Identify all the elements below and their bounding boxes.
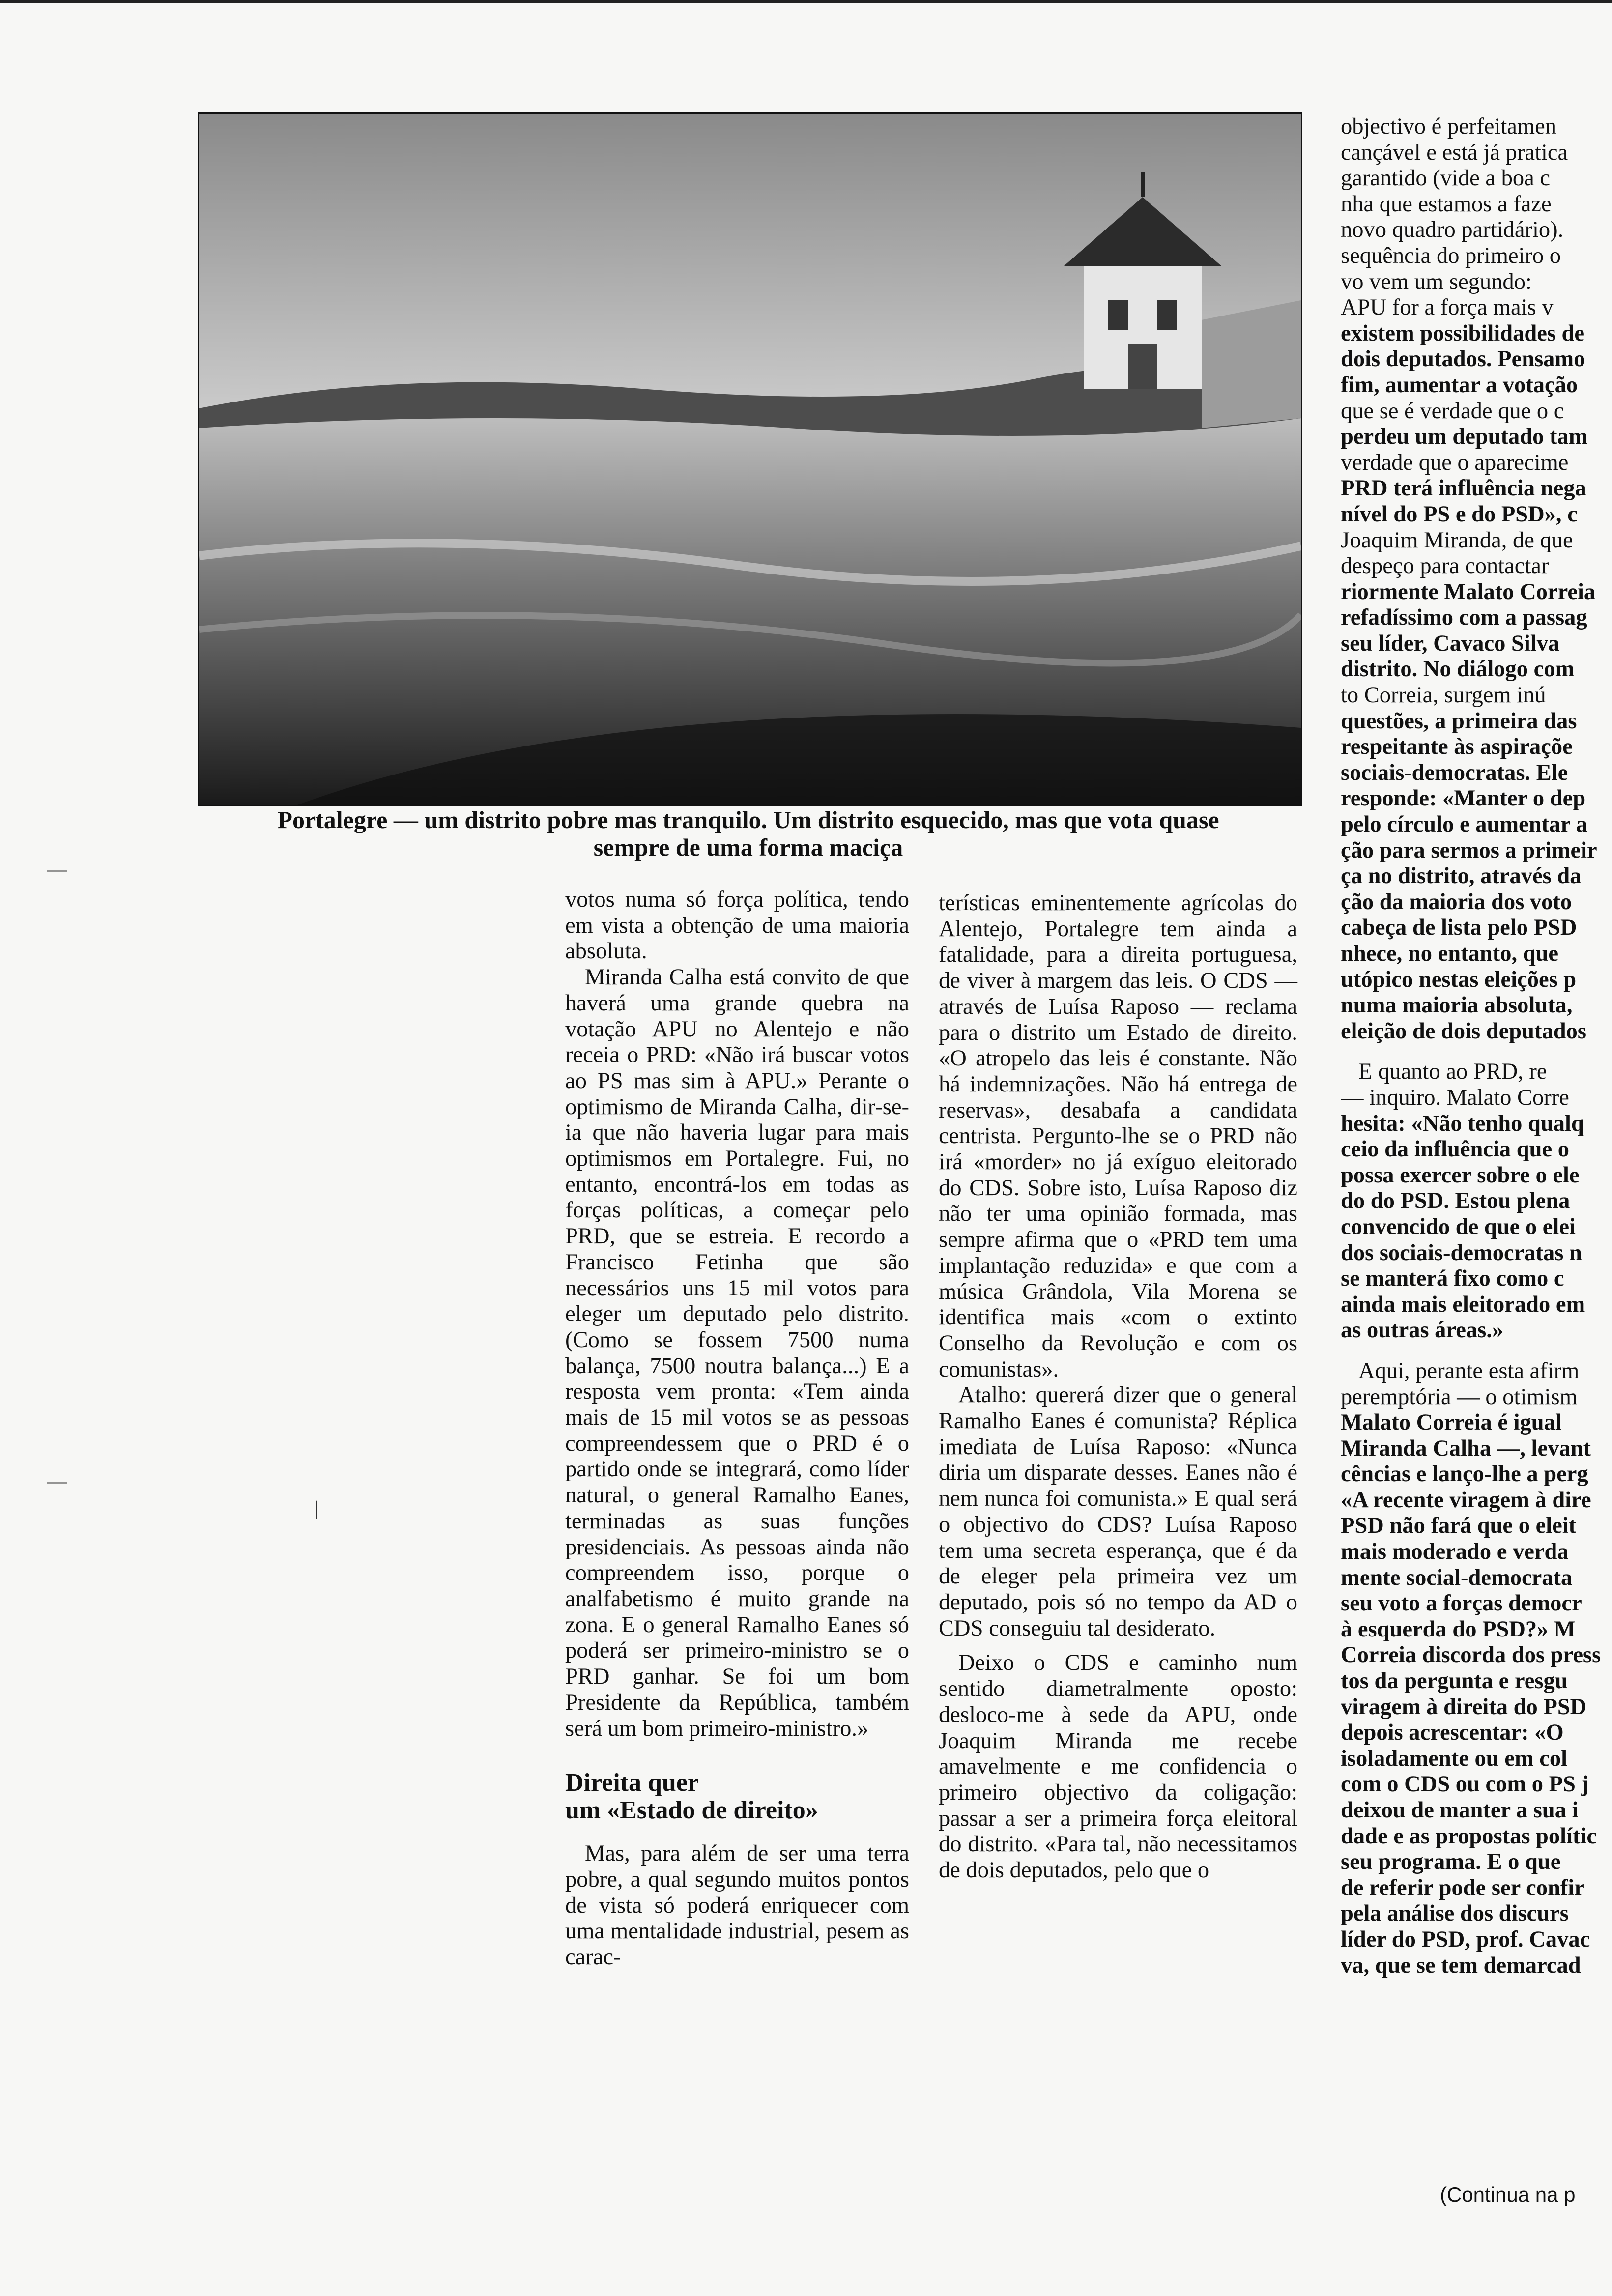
column-3-line: — inquiro. Malato Corre: [1341, 1085, 1569, 1110]
column-3-line: mais moderado e verda: [1341, 1539, 1569, 1565]
column-3-line: tos da pergunta e resgu: [1341, 1668, 1568, 1694]
scan-mark: —: [47, 858, 67, 880]
article-column-2: [939, 890, 1297, 1884]
column-3-line: Joaquim Miranda, de que: [1341, 527, 1573, 553]
paragraph: Atalho: quererá dizer que o general Ramalho Eanes é comunista? Réplica imediata de Luísa Raposo: «Nunca diria um disparate desses. Eanes não é nem nunca foi comunista.» E qual será o objectivo do CDS? Luísa Raposo tem uma secreta esperança, que é da de eleger pela primeira vez um deputado, pois só no tempo da AD o CDS conseguiu tal desiderato.: [939, 1382, 1297, 1641]
column-3-line: E quanto ao PRD, re: [1358, 1059, 1547, 1085]
column-3-line: ceio da influência que o: [1341, 1137, 1570, 1162]
column-3-line: as outras áreas.»: [1341, 1318, 1504, 1343]
column-3-line: se manterá fixo como c: [1341, 1266, 1564, 1292]
paragraph: terísticas eminentemente agrícolas do Alentejo, Portalegre tem ainda a fatalidade, para a direita portuguesa, de viver à margem das leis. O CDS — através de Luísa Raposo — reclama para o distrito um Estado de direito. «O atropelo das leis é constante. Não há indemnizações. Não há entrega de reservas», desabafa a candidata centrista. Pergunto-lhe se o PRD não irá «morder» no já exíguo eleitorado do CDS. Sobre isto, Luísa Raposo diz não ter uma opinião formada, mas sempre afirma que o «PRD tem uma implantação reduzida» e que com a música Grândola, Vila Morena se identifica mais «com o extinto Conselho da Revolução e com os comunistas».: [939, 890, 1297, 1382]
column-3-line: riormente Malato Correia: [1341, 579, 1596, 604]
subhead-line: um «Estado de direito»: [565, 1796, 818, 1825]
column-3-line: distrito. No diálogo com: [1341, 657, 1575, 682]
column-3-line: cançável e está já pratica: [1341, 140, 1568, 165]
section-subhead: [565, 1769, 909, 1824]
paragraph: Mas, para além de ser uma terra pobre, a qual segundo muitos pontos de vista só poderá enriquecer com uma mentalidade industrial, pesem as carac-: [565, 1841, 909, 1970]
column-3-line: isoladamente ou em col: [1341, 1746, 1568, 1771]
column-3-line: ça no distrito, através da: [1341, 863, 1582, 889]
photo-caption: [194, 806, 1302, 861]
news-photo: [198, 112, 1302, 806]
column-3-line: fim, aumentar a votação: [1341, 372, 1578, 398]
paragraph: Miranda Calha está convito de que haverá uma grande quebra na votação APU no Alentejo e não receia o PRD: «Não irá buscar votos ao PS mas sim à APU.» Perante o optimismo de Miranda Calha, dir-se-ia que não haveria lugar para mais optimismos em Portalegre. Fui, no entanto, encontrá-los em todas as forças políticas, a começar pelo PRD, que se estreia. E recordo a Francisco Fetinha que são necessários uns 15 mil votos para eleger um deputado pelo distrito. (Como se fossem 7500 numa balança, 7500 noutra balança...) E a resposta vem pronta: «Tem ainda mais de 15 mil votos se as pessoas compreendessem que o PRD é o partido onde se integrará, como líder natural, o general Ramalho Eanes, terminadas as suas funções presidenciais. As pessoas ainda não compreendem isso, porque o analfabetismo é muito grande na zona. E o general Ramalho Eanes só poderá ser primeiro-ministro se o PRD ganhar. Se foi um bom Presidente da República, também será um bom primeiro-ministro.»: [565, 965, 909, 1741]
column-3-line: verdade que o aparecime: [1341, 450, 1569, 475]
column-3-line: dade e as propostas polític: [1341, 1823, 1597, 1849]
column-3-line: deixou de manter a sua i: [1341, 1798, 1579, 1823]
column-3-line: [1341, 1044, 1612, 1059]
column-3-line: cências e lanço-lhe a perg: [1341, 1462, 1588, 1487]
column-3-line: APU for a força mais v: [1341, 295, 1554, 320]
column-3-line: cabeça de lista pelo PSD: [1341, 915, 1577, 941]
column-3-line: peremptória — o otimism: [1341, 1384, 1578, 1409]
column-3-line: sequência do primeiro o: [1341, 243, 1561, 268]
column-3-line: seu voto a forças democr: [1341, 1591, 1582, 1616]
column-3-line: mente social-democrata: [1341, 1565, 1573, 1590]
column-3-line: eleição de dois deputados: [1341, 1018, 1586, 1044]
column-3-line: va, que se tem demarcad: [1341, 1952, 1581, 1978]
column-3-line: de referir pode ser confir: [1341, 1875, 1584, 1900]
column-3-line: sociais-democratas. Ele: [1341, 760, 1568, 785]
column-3-line: Miranda Calha —, levant: [1341, 1435, 1591, 1461]
column-3-line: garantido (vide a boa c: [1341, 166, 1551, 191]
column-3-line: que se é verdade que o c: [1341, 398, 1564, 424]
column-3-line: novo quadro partidário).: [1341, 217, 1564, 243]
photo-landscape-image: [199, 114, 1301, 805]
column-3-line: ainda mais eleitorado em: [1341, 1292, 1585, 1317]
column-3-line: refadíssimo com a passag: [1341, 605, 1587, 631]
caption-line: Portalegre — um distrito pobre mas tranquilo. Um distrito esquecido, mas que vota quase: [277, 806, 1219, 833]
column-3-line: possa exercer sobre o ele: [1341, 1162, 1580, 1188]
scan-mark: |: [315, 1497, 319, 1519]
caption-line: sempre de uma forma maciça: [593, 833, 903, 861]
column-3-line: objectivo é perfeitamen: [1341, 114, 1556, 139]
column-3-line: Aqui, perante esta afirm: [1358, 1358, 1580, 1383]
article-column-1: [565, 887, 909, 1971]
column-3-line: seu programa. E o que: [1341, 1849, 1561, 1875]
column-3-line: depois acrescentar: «O: [1341, 1720, 1564, 1746]
column-3-line: nhece, no entanto, que: [1341, 941, 1559, 966]
column-3-line: hesita: «Não tenho qualq: [1341, 1111, 1584, 1136]
column-3-line: questões, a primeira das: [1341, 708, 1577, 734]
column-3-line: responde: «Manter o dep: [1341, 786, 1586, 811]
column-3-line: ção para sermos a primeir: [1341, 837, 1597, 863]
column-3-line: respeitante às aspiraçõe: [1341, 734, 1573, 760]
column-3-line: com o CDS ou com o PS j: [1341, 1772, 1589, 1797]
column-3-line: dos sociais-democratas n: [1341, 1240, 1582, 1265]
column-3-line: to Correia, surgem inú: [1341, 683, 1546, 708]
column-3-line: PRD terá influência nega: [1341, 476, 1586, 501]
column-3-line: [1341, 1344, 1612, 1358]
paragraph: votos numa só força política, tendo em vista a obtenção de uma maioria absoluta.: [565, 887, 909, 964]
column-3-line: líder do PSD, prof. Cavac: [1341, 1926, 1590, 1952]
column-3-line: PSD não fará que o eleit: [1341, 1513, 1577, 1539]
column-3-line: utópico nestas eleições p: [1341, 967, 1577, 992]
column-3-line: nha que estamos a faze: [1341, 191, 1552, 217]
paragraph: Deixo o CDS e caminho num sentido diametralmente oposto: desloco-me à sede da APU, onde Joaquim Miranda me recebe amavelmente e me confidencia o primeiro objectivo da coligação: passar a ser a primeira força eleitoral do distrito. «Para tal, não necessitamos de dois deputados, pelo que o: [939, 1650, 1297, 1883]
page-top-rule: [0, 0, 1612, 3]
column-3-line: pelo círculo e aumentar a: [1341, 812, 1587, 837]
column-3-line: convencido de que o elei: [1341, 1214, 1576, 1239]
column-3-line: pela análise dos discurs: [1341, 1901, 1569, 1926]
column-3-line: seu líder, Cavaco Silva: [1341, 631, 1560, 656]
column-3-line: ção da maioria dos voto: [1341, 889, 1572, 915]
column-3-line: do do PSD. Estou plena: [1341, 1188, 1570, 1214]
column-3-line: perdeu um deputado tam: [1341, 424, 1588, 450]
column-3-line: vo vem um segundo:: [1341, 269, 1532, 294]
column-3-line: dois deputados. Pensamo: [1341, 346, 1585, 372]
scan-mark: —: [47, 1470, 67, 1492]
subhead-line: Direita quer: [565, 1769, 699, 1797]
column-3-line: existem possibilidades de: [1341, 320, 1585, 346]
article-column-3-cropped: [1341, 114, 1612, 1979]
continued-note: (Continua na p: [1440, 2183, 1576, 2206]
column-3-line: numa maioria absoluta,: [1341, 993, 1573, 1018]
column-3-line: à esquerda do PSD?» M: [1341, 1616, 1576, 1642]
column-3-line: viragem à direita do PSD: [1341, 1694, 1587, 1720]
column-3-line: despeço para contactar: [1341, 553, 1549, 579]
column-3-line: Malato Correia é igual: [1341, 1410, 1562, 1435]
column-3-line: Correia discorda dos press: [1341, 1642, 1601, 1668]
column-3-line: nível do PS e do PSD», c: [1341, 501, 1578, 527]
column-3-line: «A recente viragem à dire: [1341, 1487, 1591, 1513]
